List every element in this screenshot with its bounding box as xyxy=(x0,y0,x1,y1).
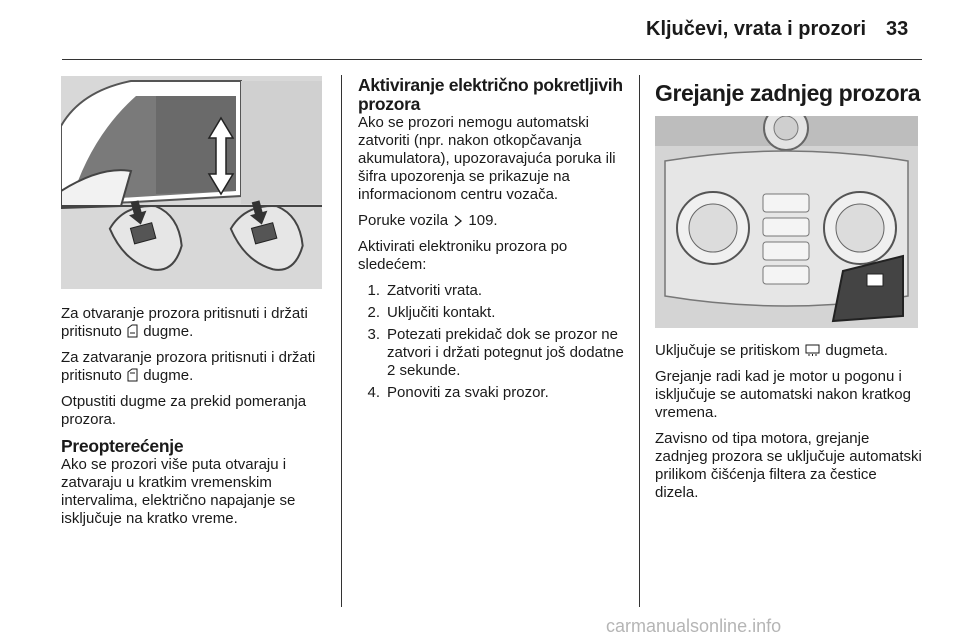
vehicle-messages-ref: Poruke vozila 109. xyxy=(358,212,498,229)
watermark: carmanualsonline.info xyxy=(606,616,782,636)
activation-instructions: Aktivirati elektroniku prozora po sledećem: xyxy=(358,238,568,273)
window-close-icon xyxy=(127,368,138,382)
header-title: Ključevi, vrata i prozori xyxy=(646,18,867,40)
release-button-text: Otpustiti dugme za prekid pomeranja prozora. xyxy=(61,393,307,428)
header-rule xyxy=(62,59,922,60)
list-item: 2. Uključiti kontakt. xyxy=(367,304,496,321)
column-2 xyxy=(358,76,626,410)
open-window-text: Za otvaranje prozora pritisnuti i držati pritisnuto dugme. xyxy=(61,305,308,340)
activation-steps xyxy=(358,282,626,402)
activation-intro: Ako se prozori nemogu automatski zatvoriti (npr. nakon otkopčavanja akumulatora), upozoravajuća poruka ili šifra upozorenja se prikazuje na informacionom centru vozača. xyxy=(358,114,616,203)
rear-heating-diesel-text: Zavisno od tipa motora, grejanje zadnjeg prozora se uključuje automatski prilikom čišćenja filtera za čestice dizela. xyxy=(655,430,922,501)
rear-heating-activation-text: Uključuje se pritiskom dugmeta. xyxy=(655,342,888,359)
window-switch-illustration xyxy=(61,76,322,289)
window-open-icon xyxy=(127,324,138,338)
rear-window-heating-icon xyxy=(805,344,820,357)
rear-heating-operation-text: Grejanje radi kad je motor u pogonu i isključuje se automatski nakon kratkog vremena. xyxy=(655,368,911,421)
close-window-text: Za zatvaranje prozora pritisnuti i držati pritisnuto dugme. xyxy=(61,349,316,384)
list-item: 4. Ponoviti za svaki prozor. xyxy=(367,384,549,401)
activation-heading: Aktiviranje električno pokretljivih prozora xyxy=(358,75,623,114)
list-item: 3. Potezati prekidač dok se prozor ne zatvori i držati potegnut još dodatne 2 sekunde. xyxy=(367,326,624,379)
column-3 xyxy=(655,76,923,510)
overload-heading: Preopterećenje xyxy=(61,436,184,456)
rear-window-heating-heading: Grejanje zadnjeg prozora xyxy=(655,80,921,106)
column-divider-1 xyxy=(341,75,342,607)
page-reference-icon xyxy=(453,215,463,227)
page-number: 33 xyxy=(886,18,909,40)
column-1 xyxy=(61,76,326,536)
column-divider-2 xyxy=(639,75,640,607)
climate-control-illustration xyxy=(655,116,918,328)
overload-text: Ako se prozori više puta otvaraju i zatvaraju u kratkim vremenskim intervalima, električno napajanje se isključuje na kratko vreme. xyxy=(61,456,296,527)
list-item: 1. Zatvoriti vrata. xyxy=(367,282,483,299)
